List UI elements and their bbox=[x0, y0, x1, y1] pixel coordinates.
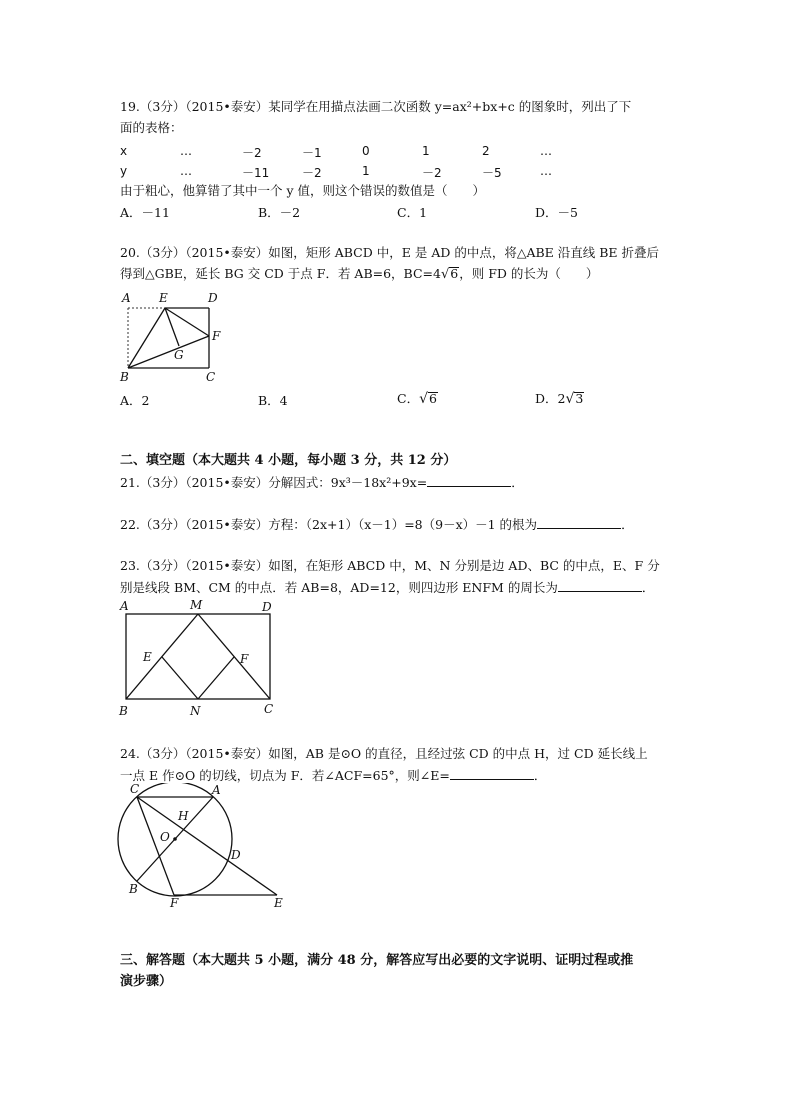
q20-option-d bbox=[535, 390, 584, 408]
q19-line1: 19.（3分）（2015•泰安）某同学在用描点法画二次函数 y=ax²+bx+c 的图象时，列出了下 bbox=[120, 99, 632, 114]
table-cell: … bbox=[180, 144, 192, 158]
q21-text: 21.（3分）（2015•泰安）分解因式：9x³－18x²+9x= bbox=[120, 475, 428, 490]
q20-option-c-label: C． bbox=[397, 391, 420, 406]
q19-option-a: A．－11 bbox=[120, 205, 170, 220]
q19-line3: 由于粗心，他算错了其中一个 y 值，则这个错误的数值是（ ） bbox=[120, 183, 486, 198]
label-c: C bbox=[264, 702, 274, 716]
section-3-heading-cont: 演步骤） bbox=[120, 974, 173, 989]
label-f: F bbox=[212, 329, 221, 343]
q19-option-b: B．－2 bbox=[258, 205, 301, 220]
table-cell: －11 bbox=[242, 166, 270, 180]
sqrt-symbol: √ bbox=[419, 391, 428, 407]
label-n: N bbox=[190, 704, 201, 718]
q23-end: ． bbox=[641, 580, 655, 595]
section-2-heading: 二、填空题（本大题共 4 小题，每小题 3 分，共 12 分） bbox=[120, 453, 457, 468]
label-e: E bbox=[274, 896, 283, 910]
q20-option-d-label: D．2 bbox=[535, 391, 566, 406]
q19-option-c: C．1 bbox=[397, 205, 428, 220]
q23-line2 bbox=[120, 578, 654, 597]
label-d: D bbox=[208, 291, 218, 305]
label-a: A bbox=[212, 783, 221, 797]
q21-end: ． bbox=[511, 475, 524, 490]
table-cell: 1 bbox=[362, 164, 370, 178]
table-cell: －2 bbox=[242, 146, 262, 160]
q20-figure bbox=[112, 288, 227, 383]
q24-figure bbox=[112, 783, 292, 913]
q24-line1: 24.（3分）（2015•泰安）如图，AB 是⊙O 的直径，且经过弦 CD 的中点 H，过 CD 延长线上 bbox=[120, 746, 648, 761]
label-d: D bbox=[231, 848, 241, 862]
label-f: F bbox=[170, 896, 179, 910]
q23-line1: 23.（3分）（2015•泰安）如图，在矩形 ABCD 中，M、N 分别是边 AD、BC 的中点，E、F 分 bbox=[120, 558, 660, 573]
label-g: G bbox=[174, 348, 184, 362]
q20-line1: 20.（3分）（2015•泰安）如图，矩形 ABCD 中，E 是 AD 的中点，将△ABE 沿直线 BE 折叠后 bbox=[120, 245, 660, 260]
table-cell: －1 bbox=[302, 146, 322, 160]
table-cell: 1 bbox=[422, 144, 430, 158]
label-c: C bbox=[130, 783, 140, 796]
q20-option-d-radicand: 3 bbox=[575, 391, 584, 406]
table-cell: －2 bbox=[422, 166, 442, 180]
answer-blank[interactable] bbox=[450, 766, 534, 780]
table-cell: －2 bbox=[302, 166, 322, 180]
q23-line2-text: 别是线段 BM、CM 的中点．若 AB=8，AD=12，则四边形 ENFM 的周长为 bbox=[120, 580, 558, 595]
label-h: H bbox=[178, 809, 189, 823]
table-cell: … bbox=[540, 164, 552, 178]
answer-blank[interactable] bbox=[537, 515, 621, 529]
q24-end: ． bbox=[533, 768, 547, 783]
label-o: O bbox=[160, 830, 170, 844]
q20-option-c-radicand: 6 bbox=[429, 391, 437, 406]
label-d: D bbox=[262, 600, 272, 614]
label-a: A bbox=[122, 291, 131, 305]
table-cell: … bbox=[540, 144, 552, 158]
q23-figure bbox=[112, 597, 287, 722]
q20-line2-tail: ，则 FD 的长为（ ） bbox=[459, 266, 599, 281]
q20-line2-text: 得到△GBE，延长 BG 交 CD 于点 F．若 AB=6，BC=4 bbox=[120, 266, 441, 281]
label-e: E bbox=[159, 291, 168, 305]
q24-line2-text: 一点 E 作⊙O 的切线，切点为 F．若∠ACF=65°，则∠E= bbox=[120, 768, 450, 783]
sqrt-symbol: √ bbox=[565, 391, 575, 407]
q19-line2: 面的表格： bbox=[120, 120, 183, 135]
q22-end: ． bbox=[621, 517, 634, 532]
table-cell: x bbox=[120, 144, 128, 158]
q19-option-d: D．－5 bbox=[535, 205, 578, 220]
table-cell: 0 bbox=[362, 144, 370, 158]
table-cell: y bbox=[120, 164, 128, 178]
q20-option-a: A．2 bbox=[120, 393, 150, 408]
table-cell: －5 bbox=[482, 166, 502, 180]
q20-option-c bbox=[397, 390, 438, 408]
label-b: B bbox=[129, 882, 138, 896]
table-cell: … bbox=[180, 164, 192, 178]
q20-option-b: B．4 bbox=[258, 393, 288, 408]
label-b: B bbox=[119, 704, 128, 718]
sqrt-symbol: √ bbox=[440, 267, 450, 282]
answer-blank[interactable] bbox=[427, 473, 511, 487]
label-c: C bbox=[206, 370, 216, 383]
q20-radicand: 6 bbox=[450, 266, 459, 281]
answer-blank[interactable] bbox=[558, 578, 642, 592]
q21 bbox=[120, 473, 524, 492]
q22-text: 22.（3分）（2015•泰安）方程：（2x+1）（x－1）=8（9－x）－1 的根为 bbox=[120, 517, 538, 532]
label-f: F bbox=[240, 652, 249, 666]
q22 bbox=[120, 515, 634, 534]
label-b: B bbox=[120, 370, 129, 383]
label-a: A bbox=[120, 599, 129, 613]
table-cell: 2 bbox=[482, 144, 490, 158]
label-e: E bbox=[143, 650, 152, 664]
q20-line2 bbox=[120, 265, 598, 284]
label-m: M bbox=[190, 598, 203, 612]
section-3-heading: 三、解答题（本大题共 5 小题，满分 48 分，解答应写出必要的文字说明、证明过程或推 bbox=[120, 953, 634, 968]
